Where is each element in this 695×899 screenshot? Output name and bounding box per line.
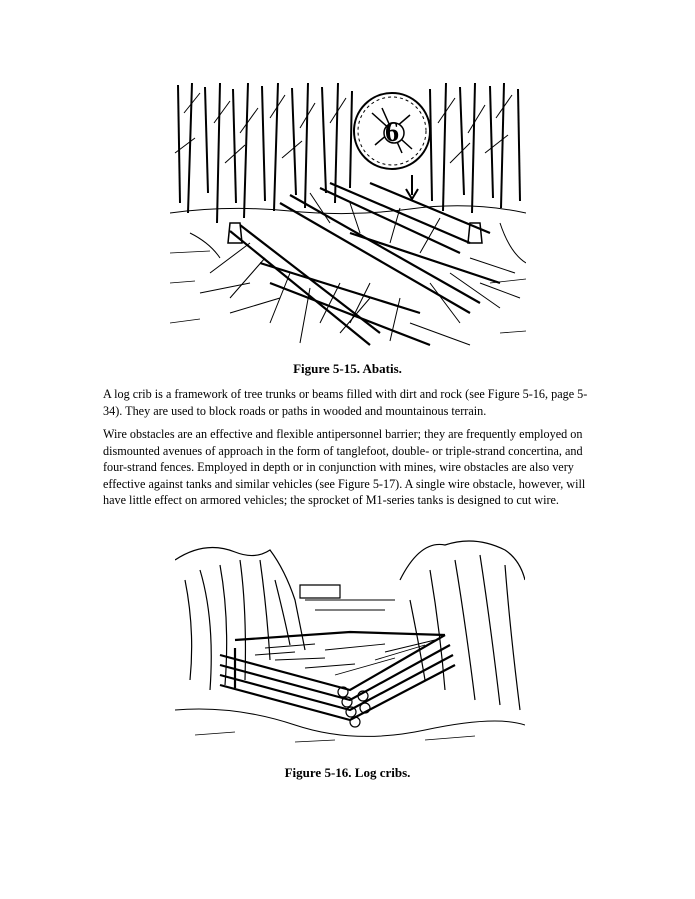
figure-5-15-caption: Figure 5-15. Abatis. <box>293 361 402 376</box>
paragraph-wire-obstacles: Wire obstacles are an effective and flexible antipersonnel barrier; they are frequently employed on dismounted avenues of approach in the form of tanglefoot, double- or triple-strand concertina, and four-strand fences. Employed in depth or in conjunction with mines, wire obstacles are also very effective against tanks and similar vehicles (see Figure 5-17). A single wire obstacle, however, will have little effect on armored vehicles; the sprocket of M1-series tanks is designed to cut wire. <box>103 427 586 508</box>
abatis-inset-label: 6 <box>385 117 399 148</box>
figure-5-16-caption: Figure 5-16. Log cribs. <box>284 765 411 780</box>
paragraph-log-crib: A log crib is a framework of tree trunks or beams filled with dirt and rock (see Figure 5-16, page 5-34). They are used to block roads or paths in wooded and mountainous terrain. <box>103 387 588 418</box>
log-crib-illustration <box>175 540 525 750</box>
abatis-illustration <box>170 83 526 355</box>
